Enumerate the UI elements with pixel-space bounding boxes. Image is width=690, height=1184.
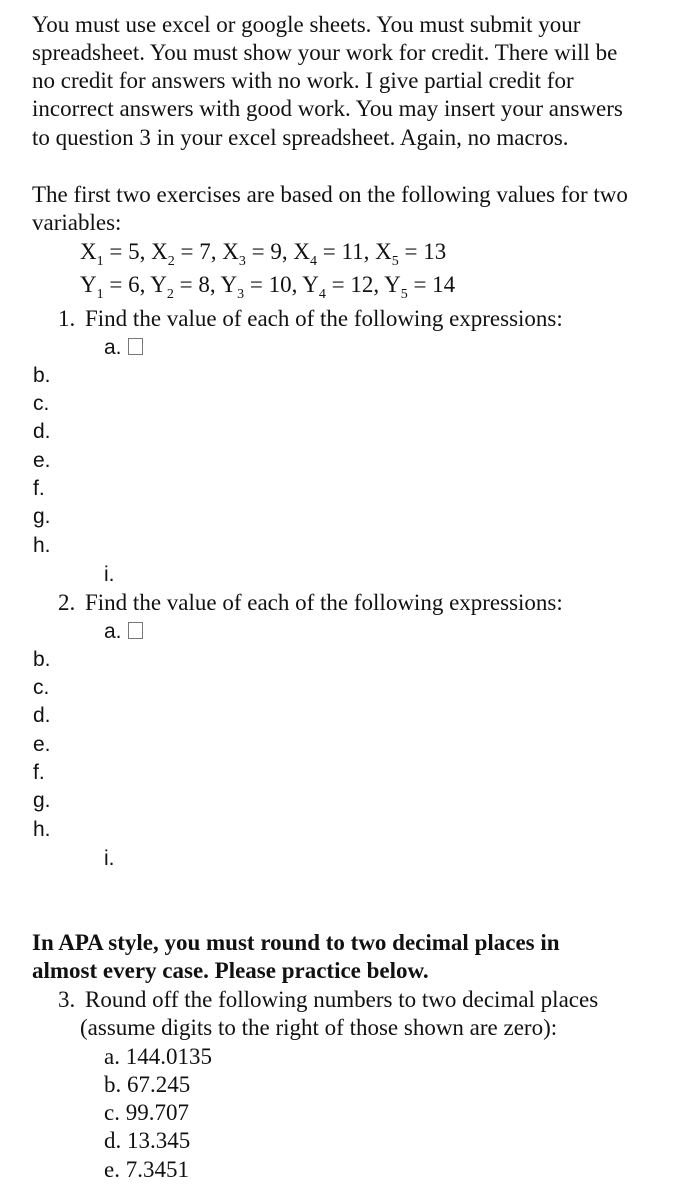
x-value-1 bbox=[80, 239, 152, 269]
variable-value: 5 bbox=[128, 239, 140, 264]
q3-item-label: b. bbox=[104, 1072, 122, 1097]
formula-placeholder-icon bbox=[128, 338, 143, 355]
variable-name: X bbox=[375, 239, 392, 264]
q3-item-value: 99.707 bbox=[125, 1100, 189, 1125]
comma-separator: , bbox=[291, 272, 303, 297]
q2-item-d: d. bbox=[33, 704, 51, 727]
variable-value: 9 bbox=[270, 239, 282, 264]
equals-sign: = bbox=[173, 272, 199, 297]
q3-item-label: e. bbox=[104, 1157, 120, 1182]
variable-subscript: 3 bbox=[237, 287, 245, 302]
q1-item-e: e. bbox=[33, 449, 51, 472]
intro-line-3: no credit for answers with no work. I give partial credit for bbox=[32, 68, 574, 93]
q2-text: Find the value of each of the following expressions: bbox=[85, 590, 563, 615]
q1-item-c: c. bbox=[33, 392, 50, 415]
variable-name: Y bbox=[80, 272, 97, 297]
x-value-5 bbox=[375, 239, 447, 269]
q3-item-a bbox=[104, 1043, 212, 1071]
values-intro-line-2: variables: bbox=[32, 210, 122, 235]
variable-subscript: 3 bbox=[238, 254, 246, 269]
y-value-5 bbox=[384, 272, 456, 302]
x-value-3 bbox=[222, 239, 294, 269]
variable-subscript: 4 bbox=[309, 254, 317, 269]
q3-item-label: a. bbox=[104, 1044, 120, 1069]
comma-separator: , bbox=[139, 272, 151, 297]
variable-name: X bbox=[151, 239, 168, 264]
q1-item-f: f. bbox=[33, 477, 45, 500]
q3-text-1: Round off the following numbers to two decimal places bbox=[85, 987, 599, 1012]
intro-line-5: to question 3 in your excel spreadsheet. Again, no macros. bbox=[32, 125, 569, 150]
x-value-2 bbox=[151, 239, 223, 269]
equals-sign: = bbox=[316, 239, 342, 264]
q1-item-h: h. bbox=[33, 534, 51, 557]
y-value-3 bbox=[220, 272, 303, 302]
equals-sign: = bbox=[103, 239, 129, 264]
formula-placeholder-icon bbox=[128, 622, 143, 639]
q2-item-a bbox=[104, 618, 143, 646]
x-values-line bbox=[80, 238, 447, 269]
intro-line-4: incorrect answers with good work. You may insert your answers bbox=[32, 96, 623, 121]
q3-item-value: 13.345 bbox=[127, 1128, 191, 1153]
variable-value: 6 bbox=[128, 272, 140, 297]
variable-subscript: 1 bbox=[96, 254, 104, 269]
variable-name: X bbox=[222, 239, 239, 264]
q3-item-value: 144.0135 bbox=[125, 1044, 212, 1069]
q1-item-i: i. bbox=[104, 563, 115, 586]
q2-number: 2. bbox=[58, 590, 76, 615]
variable-value: 13 bbox=[423, 239, 447, 264]
variable-value: 10 bbox=[268, 272, 292, 297]
q3-item-value: 7.3451 bbox=[125, 1157, 189, 1182]
comma-separator: , bbox=[209, 272, 221, 297]
q2-item-b: b. bbox=[33, 648, 51, 671]
variable-subscript: 5 bbox=[400, 287, 408, 302]
comma-separator: , bbox=[373, 272, 385, 297]
q3-item-value: 67.245 bbox=[127, 1072, 191, 1097]
variable-value: 14 bbox=[432, 272, 456, 297]
q2-item-g: g. bbox=[33, 789, 51, 812]
comma-separator: , bbox=[210, 239, 223, 264]
variable-name: X bbox=[293, 239, 310, 264]
variable-subscript: 2 bbox=[166, 287, 174, 302]
q2-item-h: h. bbox=[33, 818, 51, 841]
equals-sign: = bbox=[407, 272, 433, 297]
q2-item-c: c. bbox=[33, 676, 50, 699]
q2-item-e: e. bbox=[33, 733, 51, 756]
q1-item-d: d. bbox=[33, 420, 51, 443]
equals-sign: = bbox=[244, 272, 269, 297]
q3-item-d bbox=[104, 1127, 190, 1155]
variable-name: Y bbox=[384, 272, 401, 297]
q1-item-a bbox=[104, 334, 143, 362]
variable-name: Y bbox=[220, 272, 238, 297]
comma-separator: , bbox=[281, 239, 294, 264]
q3-item-label: c. bbox=[104, 1100, 120, 1125]
variable-name: Y bbox=[302, 272, 319, 297]
q1-heading bbox=[58, 305, 563, 333]
variable-value: 8 bbox=[198, 272, 210, 297]
equals-sign: = bbox=[174, 239, 200, 264]
q3-item-b bbox=[104, 1071, 190, 1099]
variable-subscript: 2 bbox=[167, 254, 175, 269]
variable-name: X bbox=[80, 239, 97, 264]
y-value-2 bbox=[150, 272, 221, 302]
intro-line-1: You must use excel or google sheets. You must submit your bbox=[32, 12, 581, 37]
q2-item-f: f. bbox=[33, 761, 45, 784]
q3-item-label: d. bbox=[104, 1128, 122, 1153]
variable-subscript: 1 bbox=[96, 287, 104, 302]
q2-heading bbox=[58, 589, 563, 617]
x-value-4 bbox=[293, 239, 376, 269]
q3-item-c bbox=[104, 1099, 189, 1127]
y-values-line bbox=[80, 271, 456, 302]
q1-item-g: g. bbox=[33, 505, 51, 528]
apa-line-1: In APA style, you must round to two decimal places in bbox=[32, 930, 560, 955]
q3-item-e bbox=[104, 1156, 189, 1184]
comma-separator: , bbox=[363, 239, 376, 264]
q3-text-2: (assume digits to the right of those shown are zero): bbox=[80, 1015, 558, 1040]
equals-sign: = bbox=[325, 272, 351, 297]
q1-item-a-label: a. bbox=[104, 336, 122, 359]
equals-sign: = bbox=[103, 272, 129, 297]
q3-number: 3. bbox=[58, 987, 76, 1012]
comma-separator: , bbox=[139, 239, 152, 264]
variable-value: 12 bbox=[350, 272, 374, 297]
y-value-4 bbox=[302, 272, 385, 302]
intro-line-2: spreadsheet. You must show your work for credit. There will be bbox=[32, 40, 618, 65]
q3-heading bbox=[58, 986, 598, 1014]
q2-item-a-label: a. bbox=[104, 620, 122, 643]
q1-item-b: b. bbox=[33, 364, 51, 387]
equals-sign: = bbox=[398, 239, 424, 264]
variable-value: 11 bbox=[341, 239, 364, 264]
apa-line-2: almost every case. Please practice below. bbox=[32, 958, 429, 983]
values-intro-line-1: The first two exercises are based on the following values for two bbox=[32, 182, 628, 207]
equals-sign: = bbox=[245, 239, 271, 264]
variable-subscript: 4 bbox=[318, 287, 326, 302]
q1-number: 1. bbox=[58, 306, 76, 331]
y-value-1 bbox=[80, 272, 151, 302]
variable-name: Y bbox=[150, 272, 167, 297]
q1-text: Find the value of each of the following expressions: bbox=[85, 306, 563, 331]
q2-item-i: i. bbox=[104, 847, 115, 870]
variable-subscript: 5 bbox=[391, 254, 399, 269]
variable-value: 7 bbox=[199, 239, 211, 264]
